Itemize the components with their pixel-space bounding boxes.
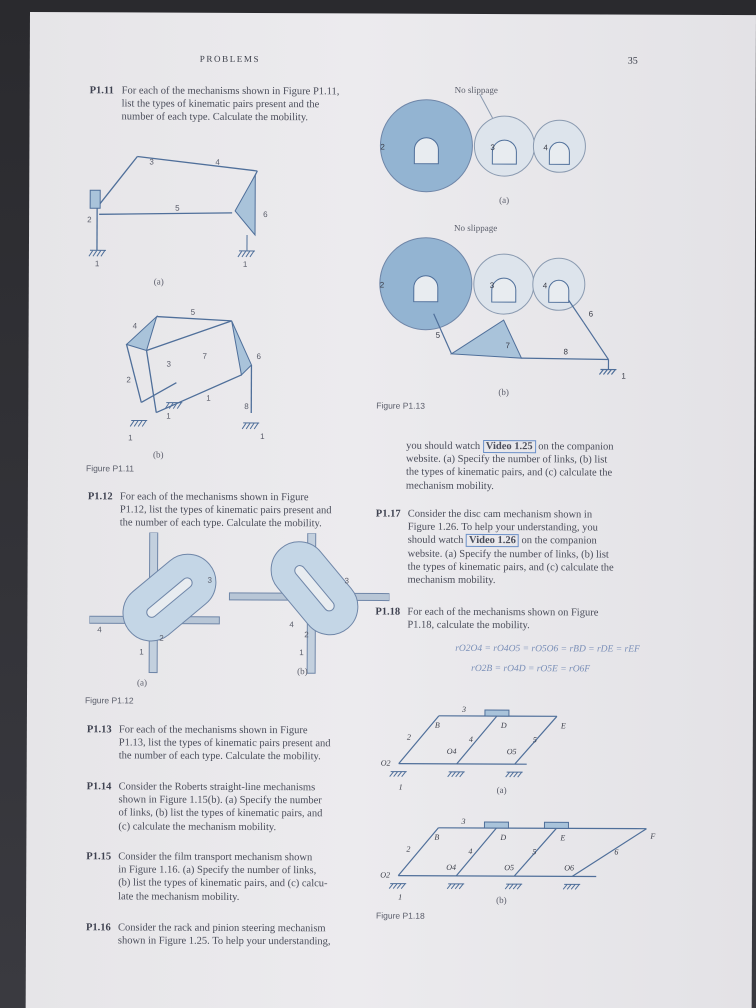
figure-p1-18a xyxy=(377,702,587,793)
figure-p1-11a xyxy=(87,152,278,278)
label: 5 xyxy=(435,330,441,340)
text-line: the types of kinematic pairs, and (c) calculate the xyxy=(405,467,613,479)
text-fragment: should watch xyxy=(407,535,464,547)
subfigure-label: (b) xyxy=(496,895,507,906)
no-slippage-label: No slippage xyxy=(454,84,498,96)
label: E xyxy=(560,833,566,843)
label: 3 xyxy=(149,157,154,167)
label: O6 xyxy=(564,863,575,873)
label: 4 xyxy=(542,281,548,291)
text-line: in Figure 1.16. (a) Specify the number of links, xyxy=(118,864,317,877)
text-line: the types of kinematic pairs, and (c) calculate the xyxy=(407,561,614,574)
text-line: list the types of kinematic pairs present and the xyxy=(121,98,320,111)
equation-2: rO2B = rO4D = rO5E = rO6F xyxy=(471,663,591,675)
text-line: P1.13, list the types of kinematic pairs present and xyxy=(118,737,331,750)
label: 5 xyxy=(532,735,537,745)
label: 1 xyxy=(398,782,403,792)
label: O2 xyxy=(380,758,391,768)
label: D xyxy=(500,833,507,843)
problem-p1-18 xyxy=(375,606,695,632)
text-line: Consider the film transport mechanism shown xyxy=(118,851,313,864)
problem-id: P1.17 xyxy=(375,508,401,520)
problem-id: P1.16 xyxy=(85,922,111,934)
problem-p1-16-continued xyxy=(406,440,706,494)
label: 2 xyxy=(406,732,411,742)
label: 1 xyxy=(242,259,248,269)
equation-1: rO2O4 = rO4O5 = rO5O6 = rBD = rDE = rEF xyxy=(455,643,640,655)
label: 1 xyxy=(206,393,211,403)
video-link[interactable]: Video 1.25 xyxy=(483,440,536,453)
label: 6 xyxy=(588,309,594,319)
text-line: Consider the rack and pinion steering mechanism xyxy=(117,922,326,935)
text-line: P1.18, calculate the mobility. xyxy=(407,619,530,632)
text-line: of links, (b) list the types of kinematic pairs, and xyxy=(118,807,323,820)
figure-p1-12 xyxy=(89,532,390,683)
text-line: For each of the mechanisms shown in Figure xyxy=(119,491,309,504)
page-number: 35 xyxy=(627,55,638,67)
subfigure-label: (b) xyxy=(297,666,308,677)
label: 1 xyxy=(398,892,403,902)
label: 6 xyxy=(263,210,268,220)
no-slippage-label: No slippage xyxy=(454,222,498,234)
problem-id: P1.11 xyxy=(89,85,114,97)
label: 7 xyxy=(202,351,207,361)
label: 4 xyxy=(97,625,102,635)
label: O4 xyxy=(446,746,457,756)
problem-id: P1.15 xyxy=(86,851,112,863)
label: 4 xyxy=(543,143,548,153)
label: 5 xyxy=(190,307,196,317)
figure-p1-13b xyxy=(373,234,644,385)
text-line: For each of the mechanisms shown on Figure xyxy=(407,606,599,619)
label: O5 xyxy=(506,747,517,757)
label: 3 xyxy=(207,575,212,585)
label: 3 xyxy=(489,281,495,291)
subfigure-label: (a) xyxy=(496,785,507,796)
text-line: mechanism mobility. xyxy=(405,480,494,492)
label: 1 xyxy=(621,371,626,381)
text-line: (c) calculate the mechanism mobility. xyxy=(118,821,277,833)
label: 8 xyxy=(244,401,249,411)
text-line: shown in Figure 1.25. To help your understanding, xyxy=(117,935,331,948)
label: D xyxy=(500,721,507,731)
label: E xyxy=(560,721,566,731)
problem-id: P1.12 xyxy=(87,491,113,503)
problem-id: P1.18 xyxy=(375,606,401,618)
subfigure-label: (b) xyxy=(153,449,164,460)
text-line: late the mechanism mobility. xyxy=(118,891,240,903)
label: 8 xyxy=(563,347,568,357)
label: 1 xyxy=(128,433,133,443)
textbook-page xyxy=(26,12,756,1008)
label: 3 xyxy=(344,576,349,586)
label: 1 xyxy=(139,647,144,657)
label: O5 xyxy=(504,863,515,873)
figure-p1-11b xyxy=(86,302,287,453)
text-line: Consider the Roberts straight-line mechanisms xyxy=(118,781,316,794)
label: 2 xyxy=(304,630,309,640)
problem-p1-16 xyxy=(85,921,386,948)
text-line: Consider the disc cam mechanism shown in xyxy=(407,508,593,521)
figure-p1-13a xyxy=(374,94,654,205)
label: 1 xyxy=(166,411,171,421)
label: F xyxy=(650,831,656,841)
text-line: P1.12, list the types of kinematic pairs present and xyxy=(119,504,332,517)
problem-id: P1.13 xyxy=(86,724,112,736)
text-fragment: you should watch xyxy=(406,440,481,452)
label: 5 xyxy=(532,847,537,857)
problem-p1-17 xyxy=(375,508,696,587)
label: 1 xyxy=(299,648,304,658)
label: 2 xyxy=(126,375,131,385)
label: 4 xyxy=(468,846,473,856)
text-line: Figure 1.26. To help your understanding, you xyxy=(407,521,598,534)
label: 4 xyxy=(289,620,294,630)
subfigure-label: (a) xyxy=(137,677,148,688)
problem-p1-14 xyxy=(86,780,387,833)
label: 5 xyxy=(175,203,180,213)
label: B xyxy=(434,720,440,730)
label: 3 xyxy=(461,704,466,714)
text-line: the number of each type. Calculate the mobility. xyxy=(119,517,322,530)
problem-p1-13 xyxy=(86,723,387,763)
figure-p1-18b xyxy=(376,814,666,905)
text-line: shown in Figure 1.15(b). (a) Specify the number xyxy=(118,794,322,807)
subfigure-label: (a) xyxy=(153,276,164,287)
label: 4 xyxy=(468,734,473,744)
label: 4 xyxy=(132,321,138,331)
text-line: website. (a) Specify the number of links, (b) list xyxy=(407,548,609,561)
label: 6 xyxy=(256,351,261,362)
text-line: For each of the mechanisms shown in Figure P1.11, xyxy=(121,85,340,98)
text-line: website. (a) Specify the number of links, (b) list xyxy=(406,453,608,466)
label: 3 xyxy=(461,816,466,826)
text-line: number of each type. Calculate the mobility. xyxy=(121,111,309,124)
label: B xyxy=(434,832,440,842)
label: O4 xyxy=(446,862,457,872)
label: 2 xyxy=(87,215,92,225)
text-line: the number of each type. Calculate the mobility. xyxy=(118,750,321,763)
label: 2 xyxy=(379,280,385,290)
label: 7 xyxy=(505,341,511,351)
text-line: For each of the mechanisms shown in Figure xyxy=(118,724,308,737)
figure-caption: Figure P1.12 xyxy=(84,695,134,706)
video-link[interactable]: Video 1.26 xyxy=(466,534,519,547)
label: 2 xyxy=(406,844,411,854)
text-line: (b) list the types of kinematic pairs, and (c) calcu- xyxy=(118,877,328,890)
label: O2 xyxy=(380,870,391,880)
label: 2 xyxy=(159,633,164,643)
label: 1 xyxy=(94,259,100,269)
figure-caption: Figure P1.18 xyxy=(376,910,425,921)
label: 4 xyxy=(215,157,220,167)
subfigure-label: (a) xyxy=(499,195,510,206)
text-line: mechanism mobility. xyxy=(407,574,496,587)
problem-p1-11 xyxy=(89,84,390,124)
label: 2 xyxy=(380,142,385,152)
problem-id: P1.14 xyxy=(86,781,112,793)
label: 6 xyxy=(614,847,619,857)
section-header: PROBLEMS xyxy=(199,53,261,65)
label: 3 xyxy=(166,359,171,369)
label: 3 xyxy=(490,143,495,153)
figure-caption: Figure P1.11 xyxy=(85,463,135,474)
text-fragment: on the companion xyxy=(521,535,597,547)
subfigure-label: (b) xyxy=(498,387,509,398)
text-fragment: on the companion xyxy=(538,441,614,453)
figure-caption: Figure P1.13 xyxy=(376,400,425,411)
label: 1 xyxy=(260,432,265,442)
